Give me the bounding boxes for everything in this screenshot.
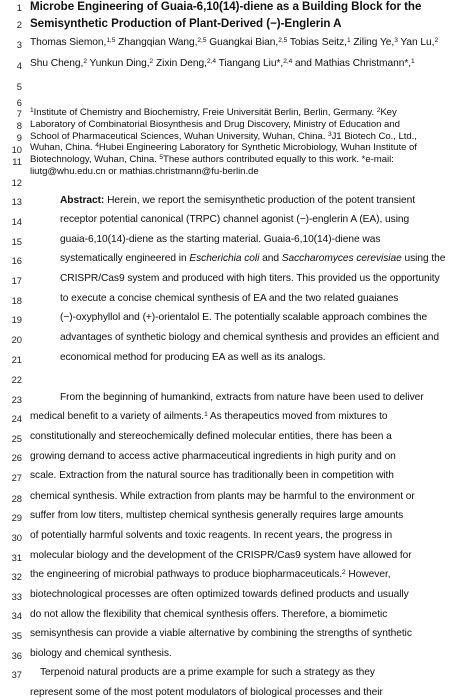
author-list-line-1 <box>30 38 438 48</box>
affiliation-line <box>30 108 450 118</box>
author-name: Zhangqian Wang, <box>115 37 198 49</box>
author-name: Tiangang Liu*, <box>215 57 284 69</box>
author-affiliation-mark: 2 <box>434 37 439 45</box>
body-line: semisynthesis can provide a viable alternative by combining the strengths of synthetic <box>30 628 412 640</box>
author-name: Tobias Seitz, <box>287 37 347 49</box>
line-number: 16 <box>11 255 22 267</box>
affiliation-text: School of Pharmaceutical Sciences, Wuhan University, Wuhan, China. <box>30 130 328 142</box>
author-affiliation-mark: 2,5 <box>197 37 207 45</box>
abstract-text: Herein, we report the semisynthetic production of the potent transient <box>107 194 416 206</box>
author-list-line-2 <box>30 59 415 69</box>
line-number: 6 <box>16 96 22 108</box>
author-name: Zixin Deng, <box>153 57 207 69</box>
line-number: 4 <box>16 59 22 71</box>
line-number: 19 <box>11 314 22 326</box>
author-affiliation-mark: 2 <box>149 57 154 65</box>
line-number: 36 <box>11 649 22 661</box>
affiliation-text: J1 Biotech Co., Ltd., <box>331 130 417 142</box>
author-affiliation-mark: 2,5 <box>278 37 288 45</box>
abstract-line: (−)-oxyphyllol and (+)-orientalol E. The potentially scalable approach combines the <box>60 312 428 324</box>
line-number: 24 <box>11 413 22 425</box>
line-number: 30 <box>11 531 22 543</box>
species-name: Saccharomyces cerevisiae <box>281 253 402 265</box>
abstract-line: to execute a concise chemical synthesis of EA and the two related guaianes <box>60 292 399 304</box>
body-line: of potentially harmful solvents and toxic reagents. In recent years, the progress in <box>30 530 393 541</box>
line-number: 27 <box>11 472 22 484</box>
body-line: biotechnological processes are often optimized towards defined products and usually <box>30 588 409 600</box>
body-line: suffer from low titers, multistep chemical synthesis generally requires large amounts <box>30 510 404 522</box>
abstract-line: receptor potential canonical (TRPC) channel agonist (−)-englerin A (EA), using <box>60 214 410 226</box>
line-number: 23 <box>11 393 22 405</box>
author-affiliation-mark: 3 <box>394 37 398 45</box>
body-line: represent some of the most potent modulators of biological processes and their <box>30 687 383 698</box>
author-name: Yunkun Ding, <box>86 57 150 69</box>
line-number: 14 <box>11 216 22 227</box>
body-line <box>30 570 391 580</box>
body-line: chemical synthesis. While extraction from plants may be harmful to the environment or <box>30 490 415 502</box>
affiliation-mark: 2 <box>376 106 381 114</box>
affiliation-line: liutg@whu.edu.cn or mathias.christmann@fu-berlin.de <box>30 166 259 178</box>
abstract-label: Abstract: <box>60 194 105 206</box>
affiliation-text: These authors contributed equally to this work. *e-mail: <box>163 154 394 166</box>
citation-mark: 2 <box>342 569 346 577</box>
affiliation-text: Key <box>380 106 397 118</box>
abstract-line: economical method for producing EA as well as its analogs. <box>60 352 326 364</box>
abstract-line: CRISPR/Cas9 system and produced with high titers. This provided us the opportunity <box>60 273 440 284</box>
body-line: molecular biology and the development of the CRISPR/Cas9 system have allowed for <box>30 549 412 561</box>
abstract-text: and <box>259 253 282 265</box>
affiliation-mark: 4 <box>95 142 99 150</box>
author-affiliation-mark: 2,4 <box>283 57 293 65</box>
affiliation-line <box>30 155 394 165</box>
body-line: constitutionally and stereochemically defined molecular entities, there has been a <box>30 431 392 442</box>
abstract-text: using the <box>401 253 446 265</box>
author-name: Yan Lu, <box>397 37 435 49</box>
affiliation-text: Hubei Engineering Laboratory for Synthetic Microbiology, Wuhan Institute of <box>98 142 417 154</box>
line-number: 33 <box>11 590 22 602</box>
line-number: 15 <box>11 235 22 247</box>
affiliation-line <box>30 143 417 153</box>
body-line: Terpenoid natural products are a prime example for such a strategy as they <box>40 667 375 679</box>
author-name: Guangkai Bian, <box>206 37 279 49</box>
abstract-line: advantages of synthetic biology and chemical synthesis and provides an efficient and <box>60 331 440 343</box>
body-line: biology and chemical synthesis. <box>30 647 172 659</box>
line-number: 1 <box>16 1 22 13</box>
author-name: and Mathias Christmann*, <box>292 57 412 69</box>
line-number: 8 <box>16 120 22 132</box>
affiliation-mark: 1 <box>30 106 34 114</box>
line-number: 10 <box>11 144 22 156</box>
author-affiliation-mark: 2,4 <box>206 57 216 65</box>
line-number: 21 <box>11 354 22 366</box>
line-number: 9 <box>16 132 22 144</box>
affiliation-mark: 5 <box>159 154 164 162</box>
line-number: 34 <box>11 610 22 622</box>
species-name: Escherichia coli <box>189 253 260 265</box>
abstract-text: systematically engineered in <box>60 253 190 265</box>
line-number: 13 <box>11 196 22 208</box>
affiliation-text: Biotechnology, Wuhan, China. <box>30 154 160 166</box>
line-number: 17 <box>11 274 22 286</box>
author-name: Ziling Ye, <box>350 37 395 49</box>
body-line: scale. Extraction from the natural source has traditionally been in competition with <box>30 470 394 482</box>
author-affiliation-mark: 1,5 <box>106 37 116 45</box>
affiliation-line <box>30 132 417 142</box>
line-number: 2 <box>16 18 22 30</box>
affiliation-line: Laboratory of Combinatorial Biosynthesis and Drug Discovery, Ministry of Education and <box>30 118 400 130</box>
paper-title-line-2: Semisynthetic Production of Plant-Derived (−)-Englerin A <box>30 16 342 30</box>
body-line: do not allow the flexibility that chemical synthesis offers. Therefore, a biomimetic <box>30 608 388 620</box>
body-line <box>30 412 388 422</box>
affiliation-mark: 3 <box>327 130 332 138</box>
citation-mark: 1 <box>204 411 208 419</box>
line-number: 20 <box>11 333 22 345</box>
affiliation-text: Wuhan, China. <box>30 142 96 154</box>
author-affiliation-mark: 1 <box>346 37 351 45</box>
body-text: However, <box>345 569 391 581</box>
body-text: medical benefit to a variety of ailments. <box>30 411 205 423</box>
line-number: 11 <box>12 156 22 168</box>
line-number: 3 <box>16 39 22 51</box>
abstract-line: guaia-6,10(14)-diene as the starting material. Guaia-6,10(14)-diene was <box>60 233 381 245</box>
body-text: As therapeutics moved from mixtures to <box>207 411 388 423</box>
abstract-line <box>60 196 415 206</box>
author-name: Shu Cheng, <box>30 57 84 69</box>
affiliation-text: Institute of Chemistry and Biochemistry, Freie Universität Berlin, Berlin, Germany. <box>33 106 377 118</box>
line-number: 31 <box>11 551 22 563</box>
line-number: 12 <box>11 176 22 188</box>
paper-title-line-1: Microbe Engineering of Guaia-6,10(14)-diene as a Building Block for the <box>30 0 422 13</box>
author-affiliation-mark: 2 <box>83 57 87 65</box>
line-number: 7 <box>16 108 22 120</box>
line-number: 26 <box>11 452 22 464</box>
line-number: 29 <box>11 512 22 524</box>
line-number: 22 <box>11 373 22 385</box>
line-number: 5 <box>16 81 22 93</box>
line-number: 37 <box>11 669 22 681</box>
author-name: Thomas Siemon, <box>30 37 107 49</box>
body-line: From the beginning of humankind, extracts from nature have been used to deliver <box>60 391 424 403</box>
line-number: 28 <box>11 492 22 504</box>
line-number: 35 <box>11 630 22 641</box>
body-text: the engineering of microbial pathways to produce biopharmaceuticals. <box>30 569 343 581</box>
line-number: 18 <box>11 294 22 306</box>
abstract-line <box>60 254 445 264</box>
line-number: 32 <box>11 571 22 583</box>
line-number: 25 <box>11 432 22 444</box>
body-line: growing demand to access active pharmaceutical ingredients in high purity and on <box>30 450 396 462</box>
author-affiliation-mark: 1 <box>411 57 415 65</box>
